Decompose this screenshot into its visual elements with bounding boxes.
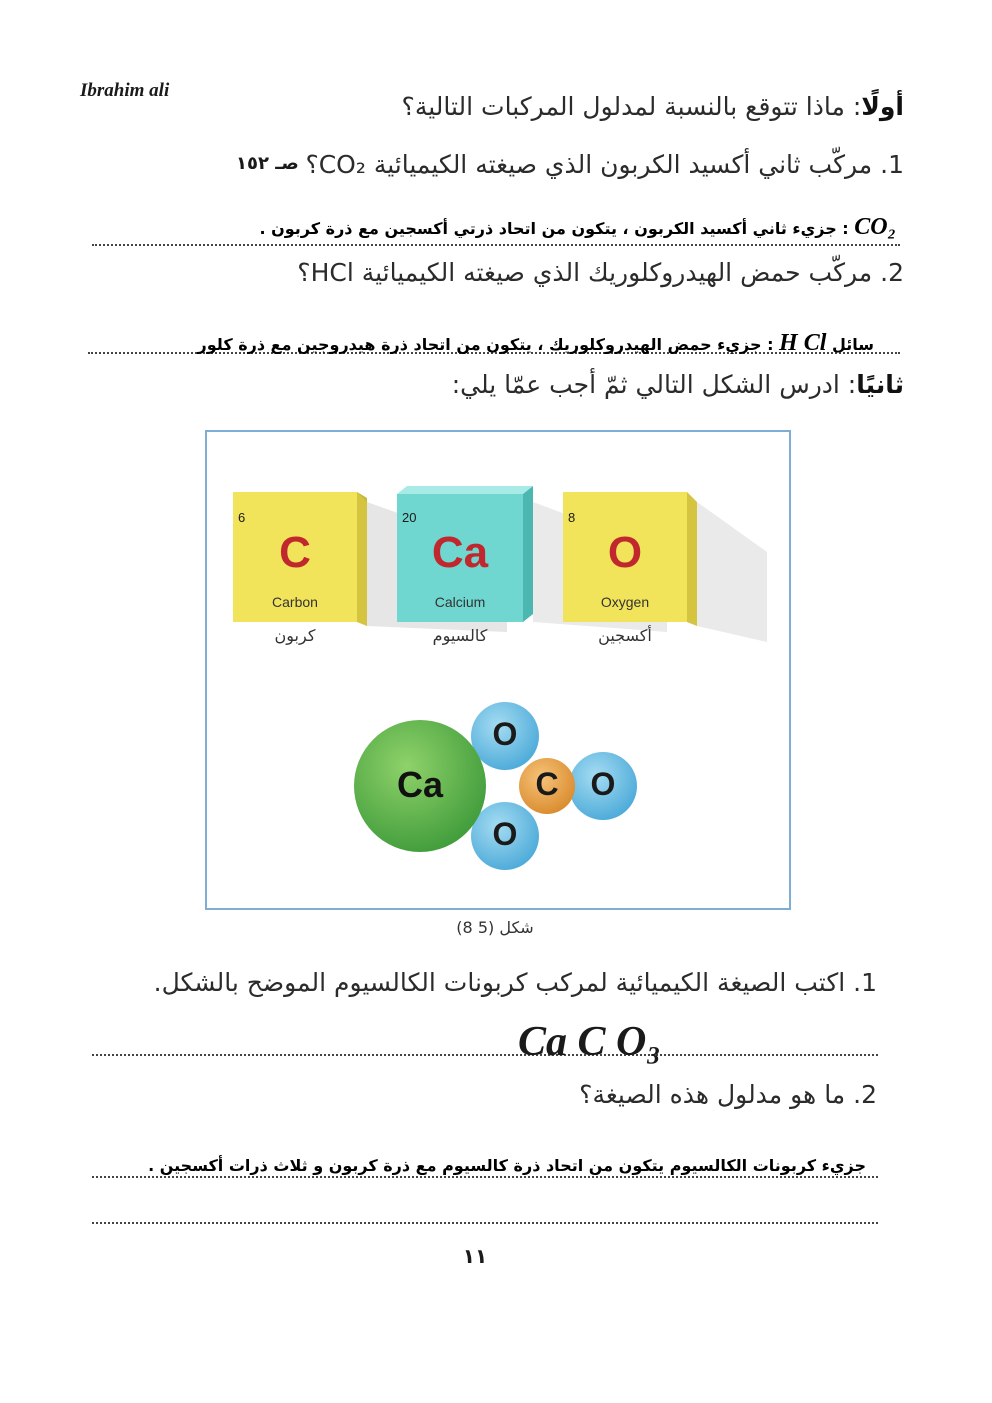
carbon-name: Carbon <box>272 594 318 610</box>
calcium-name: Calcium <box>434 594 486 610</box>
answer-2-prefix: سائل <box>831 335 874 354</box>
question-1: 1. مركّب ثاني أكسيد الكربون الذي صيغته الكيميائية CO₂؟ <box>305 150 904 179</box>
molecule-o-right-label: O <box>590 766 616 802</box>
molecule-ca-label: Ca <box>396 764 444 805</box>
molecule-o-bottom-label: O <box>492 816 518 852</box>
carbon-arabic: كربون <box>274 626 316 645</box>
question-2: 2. مركّب حمض الهيدروكلوريك الذي صيغته الكيميائية HCl؟ <box>297 258 904 287</box>
answer-2-text: : جزيء حمض الهيدروكلوريك ، يتكون من اتحاد ذرة هيدروجين مع ذرة كلور <box>197 335 774 354</box>
author-name: Ibrahim ali <box>80 80 170 101</box>
section2-heading <box>452 370 904 399</box>
section2-answer-2: جزيء كربونات الكالسيوم يتكون من اتحاد ذرة كالسيوم مع ذرة كربون و ثلاث ذرات أكسجين . <box>148 1156 866 1175</box>
answer-1 <box>259 214 896 241</box>
answer-1-text: : جزيء ثاني أكسيد الكربون ، يتكون من اتحاد ذرتي أكسجين مع ذرة كربون . <box>259 219 849 238</box>
section2-answer-1-formula: Ca C O₃ <box>518 1019 662 1065</box>
section2-extra-line <box>92 1196 878 1224</box>
page-reference: صـ ١٥٢ <box>236 153 299 174</box>
oxygen-name: Oxygen <box>600 594 650 610</box>
section2-question-2: 2. ما هو مدلول هذه الصيغة؟ <box>579 1080 877 1109</box>
answer-1-formula: CO₂ <box>854 214 896 240</box>
section1-heading <box>402 92 904 121</box>
answer-2-formula: H Cl <box>779 330 827 356</box>
section2-answer-1-line <box>92 1028 878 1056</box>
answer-2 <box>198 330 874 357</box>
section2-heading-text: : ادرس الشكل التالي ثمّ أجب عمّا يلي: <box>451 370 857 399</box>
section1-heading-bold: أولًا <box>861 92 904 121</box>
molecule-c-label: C <box>535 766 559 802</box>
page-number: ١١ <box>462 1244 488 1268</box>
calcium-arabic: كالسيوم <box>432 626 488 645</box>
oxygen-arabic: أكسجين <box>598 626 652 645</box>
figure-caption: شكل (5 8) <box>456 918 534 937</box>
calcium-number: 20 <box>402 510 417 525</box>
molecule-o-top-label: O <box>492 716 518 752</box>
carbon-number: 6 <box>238 510 246 525</box>
section2-heading-bold: ثانيًا <box>856 370 904 399</box>
section2-question-1: 1. اكتب الصيغة الكيميائية لمركب كربونات الكالسيوم الموضح بالشكل. <box>153 968 877 997</box>
section1-heading-text: : ماذا تتوقع بالنسبة لمدلول المركبات التالية؟ <box>401 92 862 121</box>
carbon-symbol: C <box>279 528 311 577</box>
calcium-symbol: Ca <box>431 528 489 577</box>
oxygen-number: 8 <box>568 510 576 525</box>
oxygen-symbol: O <box>607 528 643 577</box>
